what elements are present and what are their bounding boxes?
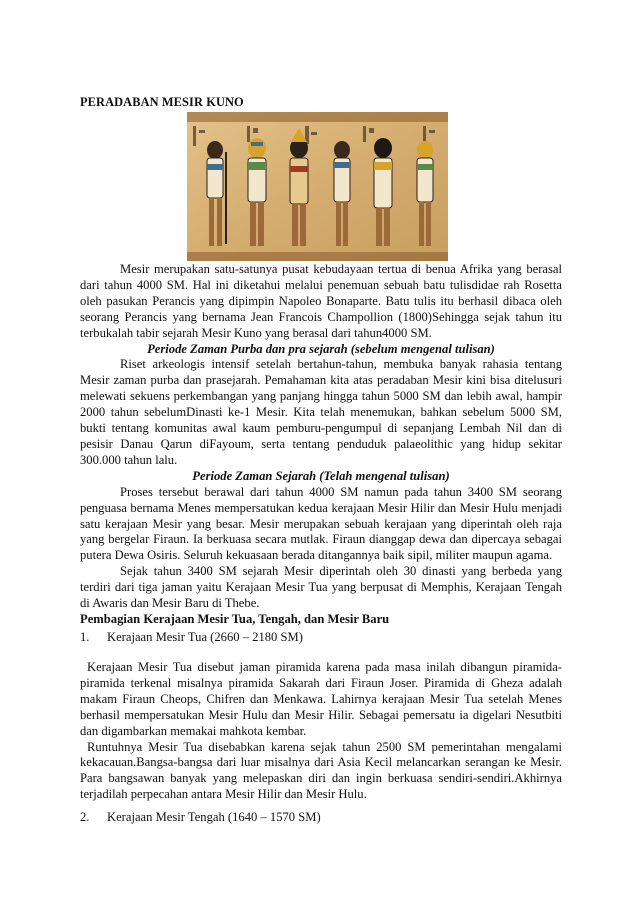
subheading-history: Periode Zaman Sejarah (Telah mengenal tulisan) [192,468,450,483]
egyptian-papyrus-illustration [187,112,448,261]
old-kingdom-section [80,660,562,803]
paragraph-old-kingdom-1: Kerajaan Mesir Tua disebut jaman piramida karena pada masa inilah dibangun piramida-piramida terkenal misalnya piramida Sakarah dari Firaun Joser. Piramida di Gheza adalah makam Firaun Cheops, Chifren dan Menkawa. Lahirnya kerajaan Mesir Tua setelah Menes berhasil mempersatukan Mesir Hulu dan Mesir Hilir. Sebagai pemersatu ia digelari Nesutbiti dan digambarkan memakai mahkota kembar. [80,660,562,738]
list-label: Kerajaan Mesir Tengah (1640 – 1570 SM) [107,810,321,824]
paragraph-history-2: Sejak tahun 3400 SM sejarah Mesir diperintah oleh 30 dinasti yang berbeda yang terdiri dari tiga jaman yaitu Kerajaan Mesir Tua yang berpusat di Memphis, Kerajaan Tengah di Awaris dan Mesir Baru di Thebe. [80,564,562,611]
paragraph-intro: Mesir merupakan satu-satunya pusat kebudayaan tertua di benua Afrika yang berasal dari tahun 4000 SM. Hal ini diketahui melalui penemuan sebuah batu tulisdidae rah Rosetta oleh pasukan Perancis yang dipimpin Napoleo Bonaparte. Batu tulis itu berhasil dibaca oleh seorang Perancis yang bernama Jean Francois Champollion (1800)Sehingga sejak tahun itu terbukalah tabir sejarah Mesir Kuno yang berasal dari tahun4000 SM. [80,262,562,340]
list-item-middle-kingdom [80,810,321,826]
document-body [80,262,562,628]
list-number: 2. [80,810,90,824]
paragraph-prehistory: Riset arkeologis intensif setelah bertahun-tahun, membuka banyak rahasia tentang Mesir zaman purba dan prasejarah. Pemahaman kita atas peradaban Mesir kini bisa ditelusuri melewati sekuens perkembangan yang panjang hingga tahun 5000 SM dan lebih awal, hampir 2000 tahun sebelumDinasti ke-1 Mesir. Kita telah menemukan, bahkan sebelum 5000 SM, bukti tentang komunitas awal kaum pemburu-pengumpul di sepanjang Lembah Nil dan di pesisir Danau Qarun diFayoum, serta tentang penduduk palaeolithic yang hidup sekitar 300.000 tahun lalu. [80,357,562,467]
paragraph-old-kingdom-2: Runtuhnya Mesir Tua disebabkan karena sejak tahun 2500 SM pemerintahan mengalami kekacauan.Bangsa-bangsa dari luar misalnya dari Asia Kecil melancarkan serangan ke Mesir. Para bangsawan banyak yang melepaskan diri dan ingin berkuasa sendiri-sendiri.Akhirnya terjadilah perpecahan antara Mesir Hilir dan Mesir Hulu. [80,739,562,802]
list-number: 1. [80,630,90,644]
subheading-prehistory: Periode Zaman Purba dan pra sejarah (sebelum mengenal tulisan) [147,341,495,356]
paragraph-history-1: Proses tersebut berawal dari tahun 4000 SM namun pada tahun 3400 SM seorang penguasa bernama Menes mempersatukan kedua kerajaan Mesir Hilir dan Mesir Hulu menjadi satu kerajaan Mesir yang besar. Mesir merupakan sebuah kerajaan yang diperintah oleh raja yang bergelar Firaun. Ia berkuasa secara mutlak. Firaun dianggap dewa dan dipercaya sebagai putera Dewa Osiris. Seluruh kekuasaan berada ditangannya baik sipil, militer maupun agama. [80,484,562,563]
subheading-kingdoms: Pembagian Kerajaan Mesir Tua, Tengah, dan Mesir Baru [80,611,390,626]
page-title: PERADABAN MESIR KUNO [80,95,244,109]
list-item-old-kingdom [80,630,303,646]
list-label: Kerajaan Mesir Tua (2660 – 2180 SM) [107,630,303,644]
